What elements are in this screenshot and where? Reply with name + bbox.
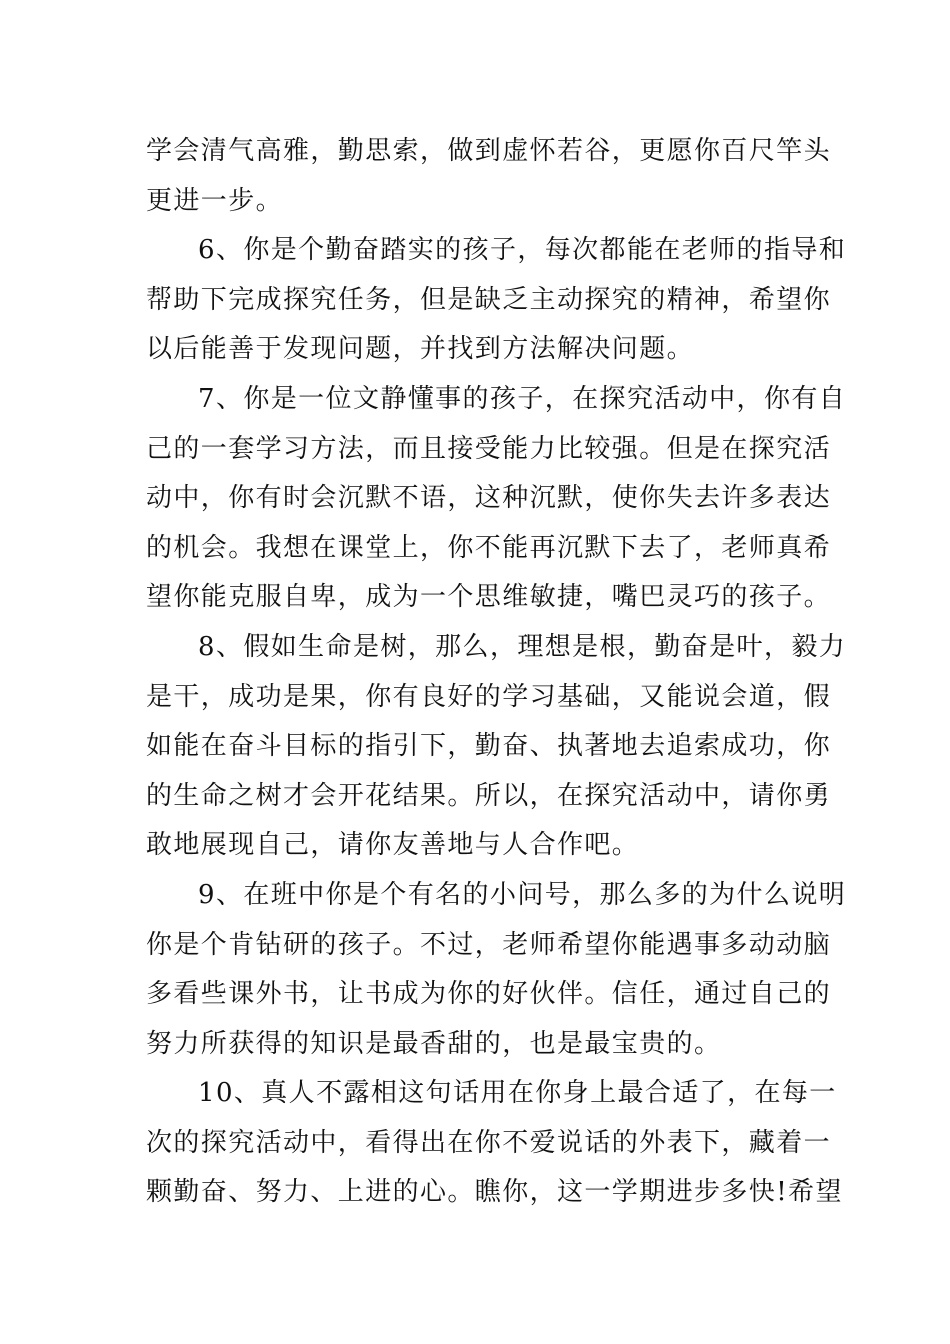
text-line: 是干，成功是果，你有良好的学习基础，又能说会道，假: [146, 681, 832, 712]
text-line: 己的一套学习方法，而且接受能力比较强。但是在探究活: [146, 433, 832, 464]
text-line: 的机会。我想在课堂上，你不能再沉默下去了，老师真希: [146, 532, 832, 563]
text-line: 次的探究活动中，看得出在你不爱说话的外表下，藏着一: [146, 1127, 832, 1158]
text-line: 敢地展现自己，请你友善地与人合作吧。: [146, 830, 640, 861]
text-line: 学会清气高雅，勤思索，做到虚怀若谷，更愿你百尺竿头: [146, 136, 832, 166]
document-body: [146, 127, 847, 1218]
text-line: 多看些课外书，让书成为你的好伙伴。信任，通过自己的: [146, 979, 832, 1010]
text-line: 以后能善于发现问题，并找到方法解决问题。: [146, 334, 695, 365]
text-line: 的生命之树才会开花结果。所以，在探究活动中，请你勇: [146, 780, 832, 811]
text-line: 9、在班中你是个有名的小问号，那么多的为什么说明: [198, 879, 847, 910]
text-line: 努力所获得的知识是最香甜的，也是最宝贵的。: [146, 1028, 722, 1059]
text-line: 你是个肯钻研的孩子。不过，老师希望你能遇事多动动脑: [146, 929, 832, 960]
text-line: 如能在奋斗目标的指引下，勤奋、执著地去追索成功，你: [146, 731, 832, 762]
text-line: 望你能克服自卑，成为一个思维敏捷，嘴巴灵巧的孩子。: [146, 582, 832, 613]
text-line: 更进一步。: [146, 185, 284, 216]
text-line: 10、真人不露相这句话用在你身上最合适了，在每一: [198, 1078, 837, 1109]
text-line: 7、你是一位文静懂事的孩子，在探究活动中，你有自: [198, 383, 847, 414]
text-line: 6、你是个勤奋踏实的孩子，每次都能在老师的指导和: [198, 235, 847, 266]
text-line: 动中，你有时会沉默不语，这种沉默，使你失去许多表达: [146, 483, 832, 514]
text-line: 8、假如生命是树，那么，理想是根，勤奋是叶，毅力: [198, 631, 847, 662]
text-line: 帮助下完成探究任务，但是缺乏主动探究的精神，希望你: [146, 284, 832, 315]
text-line: 颗勤奋、努力、上进的心。瞧你，这一学期进步多快!希望: [146, 1177, 843, 1208]
